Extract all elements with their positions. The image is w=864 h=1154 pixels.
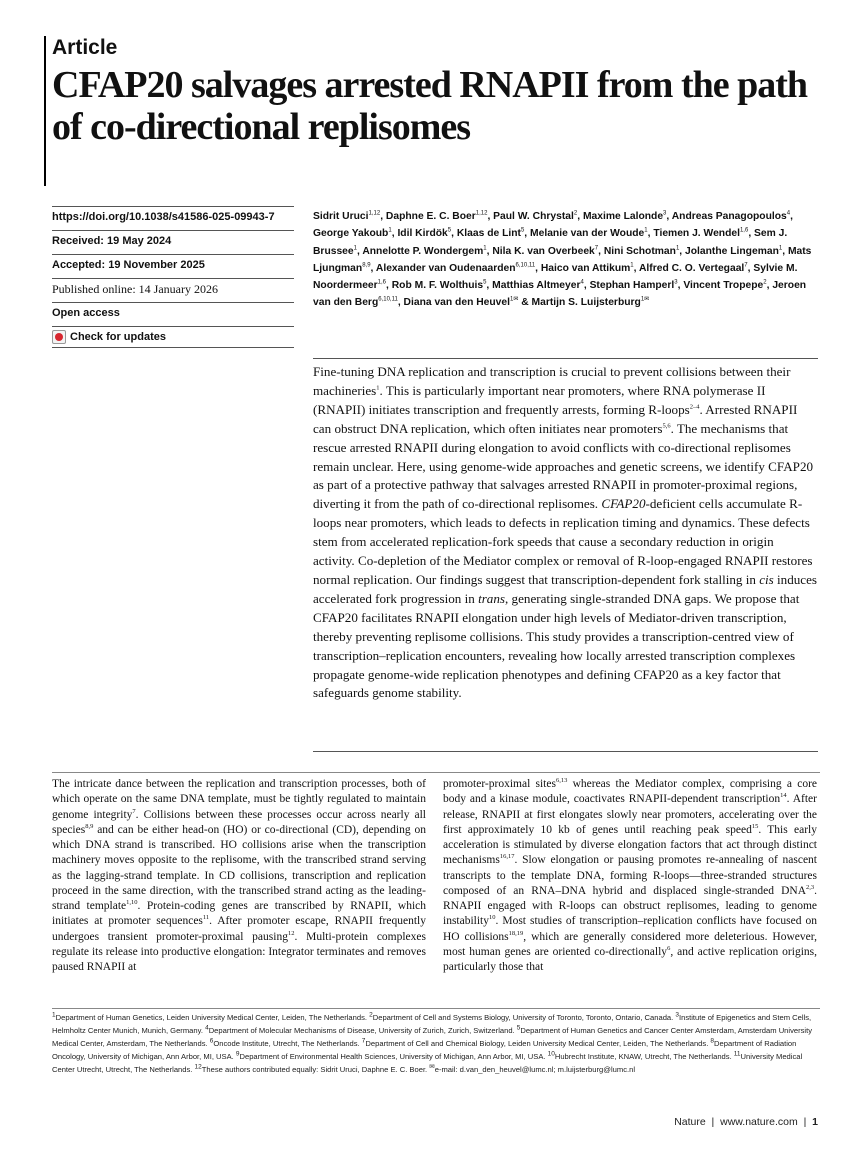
body-left-segment: 1,10 <box>126 899 138 907</box>
author-separator: , <box>647 228 654 240</box>
body-right-segment: , and active replication origins, particularly those that <box>443 945 817 973</box>
affiliation-segment: 12 <box>194 1063 202 1071</box>
affiliation-segment: 3 <box>675 1011 679 1019</box>
author-separator: , <box>451 228 457 240</box>
author-affiliation-ref: 1 <box>630 262 634 269</box>
author-separator: , <box>524 228 531 240</box>
affiliation-segment: ✉ <box>429 1063 435 1071</box>
author-separator: , <box>748 228 755 240</box>
author-name[interactable]: Maxime Lalonde <box>582 211 664 222</box>
page-title: CFAP20 salvages arrested RNAPII from the path of co-directional replisomes <box>52 64 808 148</box>
affiliation-segment: 5 <box>516 1024 521 1032</box>
body-left-segment: . Protein-coding genes are transcribed by RNAPII, which initiates at promoter sequences <box>52 900 426 928</box>
author-name[interactable]: Melanie van der Woude <box>530 228 645 240</box>
body-right-segment: . Most studies of transcription–replication conflicts have focused on HO collisions <box>443 915 817 943</box>
author-affiliation-ref: 1 <box>483 245 487 252</box>
author-affiliation-ref: 6,10,11 <box>515 262 536 269</box>
author-name[interactable]: Sidrit Uruci <box>313 211 369 222</box>
author-name[interactable]: Annelotte P. Wondergem <box>362 245 484 257</box>
body-right-segment: promoter-proximal sites <box>443 778 556 790</box>
author-list <box>313 208 818 312</box>
abstract-segment: 5,6 <box>662 422 671 430</box>
author-separator: , <box>677 280 684 292</box>
author-separator: , <box>766 280 773 292</box>
body-right-segment: whereas the Mediator complex, comprising a core body and a kinase module, coactivates RNAPII-dependent transcription <box>443 778 817 806</box>
abstract <box>313 363 818 703</box>
author-name[interactable]: George Yakoub <box>313 228 389 240</box>
author-separator: , <box>487 211 494 222</box>
abstract-top-rule <box>313 358 818 359</box>
author-name[interactable]: Sem J. Brussee <box>313 228 788 257</box>
accepted-date: Accepted: 19 November 2025 <box>52 254 294 278</box>
affiliation-segment: 9 <box>235 1050 240 1058</box>
abstract-bottom-rule <box>313 751 818 752</box>
author-name[interactable]: Vincent Tropepe <box>683 280 764 292</box>
abstract-segment: -deficient cells accumulate R-loops near promoters, which leads to defects in replication timing and dynamics. These defects stem from accelerated replication-fork speeds that cause a secondary reduction in origin activity. Co-depletion of the Mediator complex or removal of R-loop-engaged RNAPII restores normal replication. Our findings suggest that transcription-dependent fork stalling in <box>313 496 813 587</box>
author-affiliation-ref: 8,9 <box>362 262 371 269</box>
author-affiliation-ref: 5 <box>483 279 487 286</box>
body-right-segment: 18,19 <box>508 929 524 937</box>
author-separator: , <box>790 211 793 222</box>
affiliation-segment: 11 <box>733 1050 741 1058</box>
body-right-segment: 6,13 <box>555 777 568 785</box>
body-column-left <box>52 777 426 975</box>
author-affiliation-ref: 4 <box>580 279 584 286</box>
author-affiliation-ref: 6,10,11 <box>378 297 398 304</box>
author-name[interactable]: Haico van Attikum <box>540 262 631 274</box>
author-name[interactable]: Nini Schotman <box>603 245 676 257</box>
abstract-segment: 2–4 <box>689 403 700 411</box>
author-separator: , <box>598 245 604 257</box>
abstract-segment: . Arrested RNAPII can obstruct DNA replication, which often initiates near promoters <box>313 401 798 436</box>
body-left-segment: 11 <box>202 914 210 922</box>
author-separator: , <box>486 280 493 292</box>
author-name[interactable]: Jolanthe Lingeman <box>685 245 779 257</box>
body-right-segment: 2,3 <box>806 883 815 891</box>
check-updates-icon <box>52 330 66 344</box>
body-left-segment: and can be either head-on (HO) or co-directional (CD), depending on which DNA strand is transcribed. HO collisions arise when the transcription machinery moves opposite to the replisome, with the transcribed strand serving as the lagging-strand template. In CD collisions, transcription and replication proceed in the same direction, with the transcribed strand acting as the leading-strand template <box>52 823 426 912</box>
affiliation-segment: Department of Molecular Mechanisms of Disease, University of Zurich, Zurich, Switzerland. <box>208 1025 517 1035</box>
author-name[interactable]: Daphne E. C. Boer <box>385 211 476 222</box>
doi-link[interactable]: https://doi.org/10.1038/s41586-025-09943-7 <box>52 206 294 230</box>
body-top-rule <box>52 772 820 773</box>
affiliation-segment: Department of Cell and Systems Biology, University of Toronto, Toronto, Ontario, Canada. <box>372 1013 676 1022</box>
check-updates-row <box>52 326 294 348</box>
affiliation-segment: 2 <box>369 1011 373 1019</box>
author-name[interactable]: Jeroen van den Berg <box>313 280 807 309</box>
author-name[interactable]: Paul W. Chrystal <box>493 211 574 222</box>
affiliation-segment: University Medical Center Utrecht, Utrecht, The Netherlands. <box>52 1051 803 1074</box>
body-right-segment: . This early acceleration is stimulated by diverse elongation factors that act through distinct mechanisms <box>443 823 817 867</box>
affiliation-segment: Department of Cell and Chemical Biology, Leiden University Medical Center, Leiden, The Netherlands. <box>365 1038 711 1048</box>
affiliation-segment: Department of Human Genetics and Cancer Center Amsterdam, Amsterdam University Medical Center, Amsterdam, The Netherlands. <box>52 1025 813 1048</box>
author-separator: , <box>747 262 754 274</box>
author-separator: , <box>679 245 686 257</box>
abstract-segment: cis <box>759 571 774 587</box>
author-affiliation-ref: 1,12 <box>475 210 488 217</box>
abstract-segment: . This is particularly important near promoters, where RNA polymerase II (RNAPII) initiates transcription and frequently arrests, forming R-loops <box>313 382 766 417</box>
author-name[interactable]: Alfred C. O. Vertegaal <box>638 262 745 274</box>
author-name[interactable]: Tiemen J. Wendel <box>653 228 740 240</box>
affiliation-segment: These authors contributed equally: Sidrit Uruci, Daphne E. C. Boer. <box>201 1064 430 1074</box>
abstract-segment: trans <box>478 590 505 606</box>
author-affiliation-ref: 7 <box>744 262 748 269</box>
body-left-segment: 12 <box>287 929 295 937</box>
author-affiliation-ref: 1 <box>644 227 648 234</box>
author-affiliation-ref: 2 <box>763 279 767 286</box>
published-date: Published online: 14 January 2026 <box>52 278 294 302</box>
affiliation-segment: 8 <box>710 1037 715 1045</box>
author-name[interactable]: Stephan Hamperl <box>589 280 675 292</box>
author-separator: , <box>391 228 398 240</box>
affiliation-segment: Department of Human Genetics, Leiden University Medical Center, Leiden, The Netherlands. <box>55 1013 370 1022</box>
author-separator: , <box>380 211 386 222</box>
author-name[interactable]: Diana van den Heuvel <box>403 297 510 309</box>
author-separator: , <box>397 297 404 309</box>
affiliation-segment: 1 <box>52 1011 56 1019</box>
abstract-segment: induces accelerated fork progression in <box>313 571 818 606</box>
author-separator: , <box>577 211 583 222</box>
author-separator: , <box>370 262 376 274</box>
body-left-segment: . Collisions between these processes occur across nearly all species <box>52 808 426 836</box>
affiliation-segment: Department of Environmental Health Sciences, University of Michigan, Ann Arbor, MI, USA. <box>239 1051 548 1061</box>
author-affiliation-ref: 7 <box>594 245 599 252</box>
check-updates-label: Check for updates <box>70 331 166 343</box>
author-name[interactable]: Mats Ljungman <box>313 245 812 274</box>
page-number: 1 <box>812 1116 818 1128</box>
author-affiliation-ref: 1,6 <box>739 227 749 234</box>
body-right-segment: 6 <box>667 944 671 952</box>
abstract-segment: , generating single-stranded DNA gaps. We propose that CFAP20 facilitates RNAPII elongation under high levels of Mediator-driven transcription, thereby preventing replisome collisions. This study provides a transcription-centred view of transcription–replication encounters, revealing how locally arrested transcription complexes propagate genome-wide replication phenotypes and defining CFAP20 as a key factor that safeguards genome stability. <box>313 590 800 701</box>
body-left-segment: . After promoter escape, RNAPII frequently undergoes transient promoter-proximal pausing <box>52 915 426 943</box>
body-right-segment: 16,17 <box>499 853 515 861</box>
author-affiliation-ref: 1 <box>388 227 392 234</box>
author-name[interactable]: Klaas de Lint <box>456 228 521 240</box>
body-left-segment: 7 <box>132 807 136 815</box>
body-left-segment: 8,9 <box>85 822 94 830</box>
author-affiliation-ref: 1 <box>778 245 783 252</box>
author-affiliation-ref: 1 <box>675 245 680 252</box>
page-footer: Nature | www.nature.com | 1 <box>674 1116 818 1128</box>
abstract-segment: 1 <box>376 384 380 392</box>
body-left-segment: The intricate dance between the replication and transcription processes, both of which operate on the same DNA template, must be tightly regulated to maintain genome integrity <box>52 778 426 821</box>
abstract-segment: . The mechanisms that rescue arrested RNAPII during elongation to avoid conflicts with co-directional replisomes remain unclear. Here, using genome-wide approaches and genetic screens, we identify CFAP20 as part of a protective pathway that salvages arrested RNAPII in promoter-proximal regions, diverting it from the path of co-directional replisomes. <box>313 420 814 512</box>
author-separator: , <box>386 280 392 292</box>
author-affiliation-ref: 2 <box>573 210 578 217</box>
author-name[interactable]: Martijn S. Luijsterburg <box>531 297 641 309</box>
header-rule <box>44 36 46 186</box>
body-column-right <box>443 777 817 975</box>
author-affiliation-ref: 1,12 <box>368 210 381 217</box>
author-affiliation-ref: 5 <box>447 227 452 234</box>
affiliation-segment: 10 <box>547 1050 555 1058</box>
author-separator: , <box>666 211 672 222</box>
footer-site-link[interactable]: www.nature.com <box>720 1116 798 1128</box>
author-separator: , <box>583 280 590 292</box>
open-access-label: Open access <box>52 302 294 326</box>
body-left-segment: . Multi-protein complexes regulate its release into productive elongation: Integrator terminates and removes paused RNAPII at <box>52 930 426 973</box>
abstract-segment: Fine-tuning DNA replication and transcription is crucial to prevent collisions between their machineries <box>313 364 791 398</box>
body-right-segment: . RNAPII engaged with R-loops can obstruct replisomes, leading to genome instability <box>443 884 817 928</box>
author-name[interactable]: Alexander van Oudenaarden <box>375 262 516 274</box>
author-name[interactable]: Matthias Altmeyer <box>492 280 581 292</box>
author-name[interactable]: Sylvie M. Noordermeer <box>313 262 798 292</box>
body-right-segment: 10 <box>489 914 496 922</box>
check-updates-button[interactable] <box>52 330 294 344</box>
author-affiliation-ref: 1✉ <box>640 297 650 304</box>
author-separator: , <box>782 245 788 257</box>
author-separator: , <box>486 245 493 257</box>
affiliations-rule <box>52 1008 820 1009</box>
affiliation-segment: Oncode Institute, Utrecht, The Netherlands. <box>213 1038 362 1048</box>
affiliation-segment: e-mail: d.van_den_heuvel@lumc.nl; m.luijsterburg@lumc.nl <box>434 1064 636 1074</box>
author-affiliation-ref: 1 <box>353 245 357 252</box>
author-name[interactable]: Nila K. van Overbeek <box>492 245 595 257</box>
author-name[interactable]: Andreas Panagopoulos <box>671 211 787 222</box>
affiliation-segment: Institute of Epigenetics and Stem Cells, Helmholtz Center Munich, Munich, Germany. <box>52 1013 812 1035</box>
author-separator: & <box>518 297 532 309</box>
affiliation-segment: Department of Radiation Oncology, University of Michigan, Ann Arbor, MI, USA. <box>52 1038 797 1061</box>
author-affiliation-ref: 4 <box>786 210 791 217</box>
affiliations <box>52 1012 820 1077</box>
body-right-segment: . Slow elongation or pausing promotes re-annealing of nascent transcripts to the template DNA, forming R-loops—three-stranded structures composed of an RNA–DNA hybrid and displaced single-stranded DNA <box>443 854 817 897</box>
author-separator: , <box>633 262 639 274</box>
body-right-segment: , which are generally considered more deleterious. However, most human genes are oriented co-directionally <box>443 930 817 958</box>
author-affiliation-ref: 3 <box>663 210 667 217</box>
author-separator: , <box>356 245 363 257</box>
abstract-segment: CFAP20 <box>601 496 646 512</box>
affiliation-segment: 7 <box>361 1037 366 1045</box>
author-name[interactable]: Idil Kirdök <box>397 228 448 240</box>
received-date: Received: 19 May 2024 <box>52 230 294 254</box>
footer-journal: Nature <box>674 1116 706 1128</box>
author-affiliation-ref: 1✉ <box>510 297 519 304</box>
affiliation-segment: Hubrecht Institute, KNAW, Utrecht, The Netherlands. <box>554 1051 734 1061</box>
body-right-segment: 14 <box>780 792 787 800</box>
author-name[interactable]: Rob M. F. Wolthuis <box>391 280 484 292</box>
author-affiliation-ref: 1,6 <box>377 279 387 286</box>
author-affiliation-ref: 3 <box>674 279 678 286</box>
affiliation-segment: 4 <box>205 1024 209 1032</box>
author-separator: , <box>535 262 541 274</box>
article-type-label: Article <box>52 36 118 59</box>
article-meta <box>52 206 294 348</box>
author-affiliation-ref: 5 <box>520 227 525 234</box>
body-right-segment: 15 <box>751 822 759 830</box>
body-right-segment: . After release, RNAPII at first elongates slowly near promoters, accelerating over the first approximately 10 kb of genes until reaching peak speed <box>443 793 817 836</box>
affiliation-segment: 6 <box>209 1037 214 1045</box>
